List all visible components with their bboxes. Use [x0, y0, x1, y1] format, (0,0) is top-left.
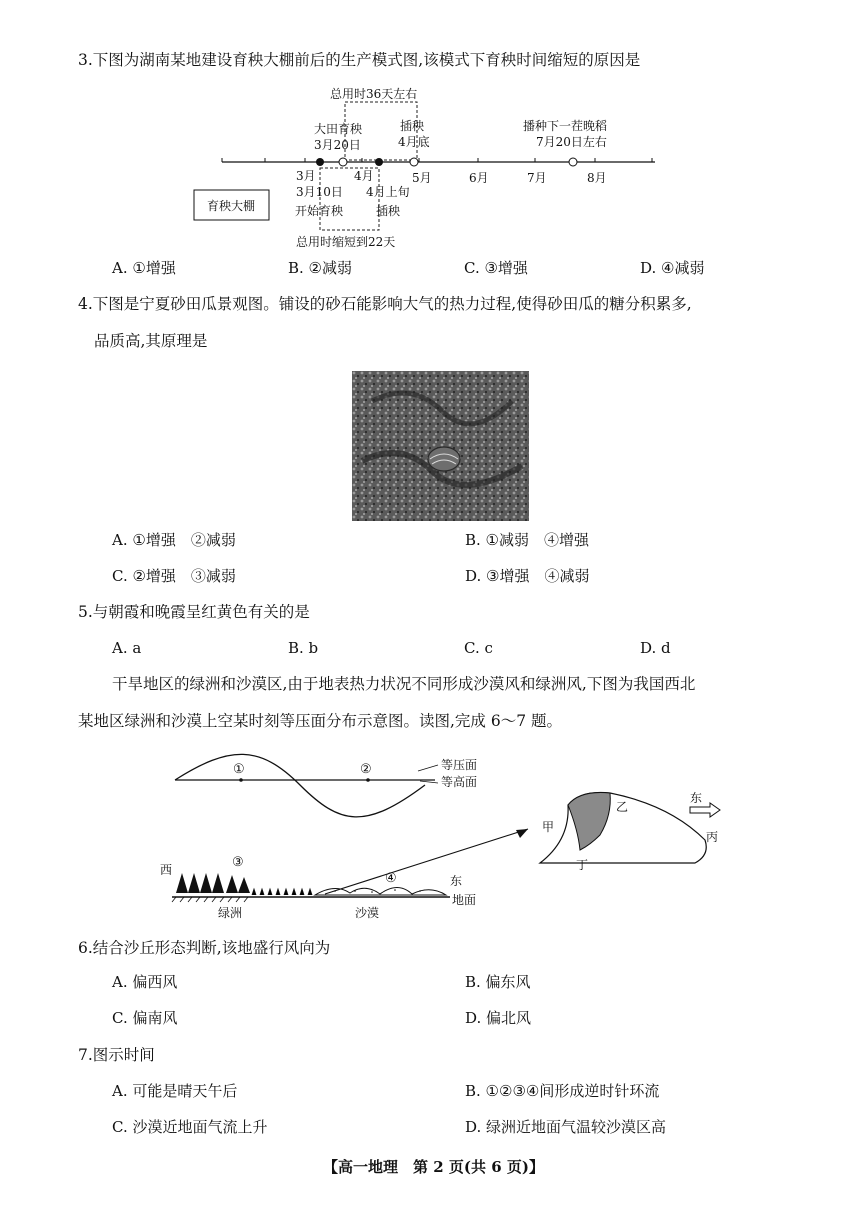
q6-option-a[interactable]: A. 偏西风 [112, 973, 178, 991]
label-isobaric: 等压面 [441, 758, 478, 772]
q6-stem: 6.结合沙丘形态判断,该地盛行风向为 [78, 939, 331, 957]
q3-bottom-total: 总用时缩短到22天 [296, 235, 396, 249]
q3-april: 4月 [354, 169, 374, 183]
q3-march: 3月 [296, 169, 316, 183]
intro-line1: 干旱地区的绿洲和沙漠区,由于地表热力状况不同形成沙漠风和绿洲风,下图为我国西北 [112, 675, 696, 693]
q3-point-next [569, 158, 577, 166]
q6-option-d[interactable]: D. 偏北风 [465, 1009, 532, 1027]
q3-point-start [316, 158, 324, 166]
q3-option-d[interactable]: D. ④减弱 [640, 259, 705, 277]
q3-nursery-label: 大田育秧 [314, 122, 363, 136]
q5-option-b[interactable]: B. b [288, 639, 319, 657]
q5-option-c[interactable]: C. c [464, 639, 493, 657]
q3-transplant-label: 插秧 [400, 119, 425, 133]
label-isohypse: 等高面 [441, 775, 478, 789]
label-west: 西 [160, 863, 173, 877]
q4-option-d[interactable]: D. ③增强 ④减弱 [465, 567, 590, 585]
q3-top-total: 总用时36天左右 [330, 87, 418, 101]
q3-option-b[interactable]: B. ②减弱 [288, 259, 353, 277]
east-arrow-icon [690, 803, 720, 817]
label-yi: 乙 [616, 800, 629, 814]
q3-start-date: 3月10日 [296, 185, 343, 199]
q4-stem-line1: 4.下图是宁夏砂田瓜景观图。铺设的砂石能影响大气的热力过程,使得砂田瓜的糖分积累多, [78, 295, 692, 313]
q3-greenhouse-label: 育秧大棚 [207, 199, 256, 213]
q3-point-transplant [410, 158, 418, 166]
label-jia: 甲 [542, 820, 555, 834]
q3-transplant2-date: 4月上旬 [366, 185, 410, 199]
q5-option-a[interactable]: A. a [112, 639, 142, 657]
q3-point-nursery [339, 158, 347, 166]
q3-month-8: 8月 [587, 171, 607, 185]
q4-option-a[interactable]: A. ①增强 ②减弱 [112, 531, 236, 549]
q7-option-b[interactable]: B. ①②③④间形成逆时针环流 [465, 1082, 660, 1100]
q3-start-label: 开始育秧 [295, 204, 344, 218]
q5-stem: 5.与朝霞和晚霞呈红黄色有关的是 [78, 603, 310, 621]
q4-stem-line2: 品质高,其原理是 [94, 332, 208, 350]
q7-stem: 7.图示时间 [78, 1046, 155, 1064]
q3-option-c[interactable]: C. ③增强 [464, 259, 528, 277]
q3-transplant-date: 4月底 [398, 135, 430, 149]
q5-option-d[interactable]: D. d [640, 639, 671, 657]
label-dune-east: 东 [690, 791, 703, 805]
q3-point-transplant2 [375, 158, 383, 166]
oasis-trees [176, 873, 250, 893]
q7-option-a[interactable]: A. 可能是晴天午后 [112, 1082, 238, 1100]
label-desert: 沙漠 [355, 906, 380, 920]
q6-option-c[interactable]: C. 偏南风 [112, 1009, 178, 1027]
q7-option-c[interactable]: C. 沙漠近地面气流上升 [112, 1118, 268, 1136]
q3-nursery-date: 3月20日 [314, 138, 361, 152]
q3-month-7: 7月 [527, 171, 547, 185]
label-bing: 丙 [706, 830, 719, 844]
q3-timeline-figure [190, 80, 670, 255]
label-ding: 丁 [576, 858, 589, 872]
isobaric-curve [175, 754, 425, 817]
label-east: 东 [450, 874, 463, 888]
label-ground: 地面 [452, 893, 477, 907]
q7-option-d[interactable]: D. 绿洲近地面气温较沙漠区高 [465, 1118, 667, 1136]
intro-line2: 某地区绿洲和沙漠上空某时刻等压面分布示意图。读图,完成 6～7 题。 [78, 712, 563, 730]
label-m2: ② [360, 762, 372, 777]
label-m3: ③ [232, 855, 244, 870]
label-oasis: 绿洲 [218, 906, 243, 920]
q3-option-a[interactable]: A. ①增强 [112, 259, 176, 277]
q3-month-6: 6月 [469, 171, 489, 185]
label-m1: ① [233, 762, 245, 777]
q3-next-label: 播种下一茬晚稻 [523, 119, 608, 133]
q4-option-c[interactable]: C. ②增强 ③减弱 [112, 567, 236, 585]
q4-sand-field-photo [352, 371, 529, 521]
q4-option-b[interactable]: B. ①减弱 ④增强 [465, 531, 590, 549]
q6-option-b[interactable]: B. 偏东风 [465, 973, 531, 991]
isobaric-dune-figure [150, 745, 740, 920]
oasis-grass [252, 889, 312, 895]
q3-next-date: 7月20日左右 [536, 135, 607, 149]
q3-transplant2-label: 插秧 [376, 204, 401, 218]
q3-month-5: 5月 [412, 171, 432, 185]
q3-stem: 3.下图为湖南某地建设育秧大棚前后的生产模式图,该模式下育秧时间缩短的原因是 [78, 51, 641, 69]
label-m4: ④ [385, 871, 397, 886]
page-footer: 【高一地理 第 2 页(共 6 页)】 [323, 1158, 544, 1176]
